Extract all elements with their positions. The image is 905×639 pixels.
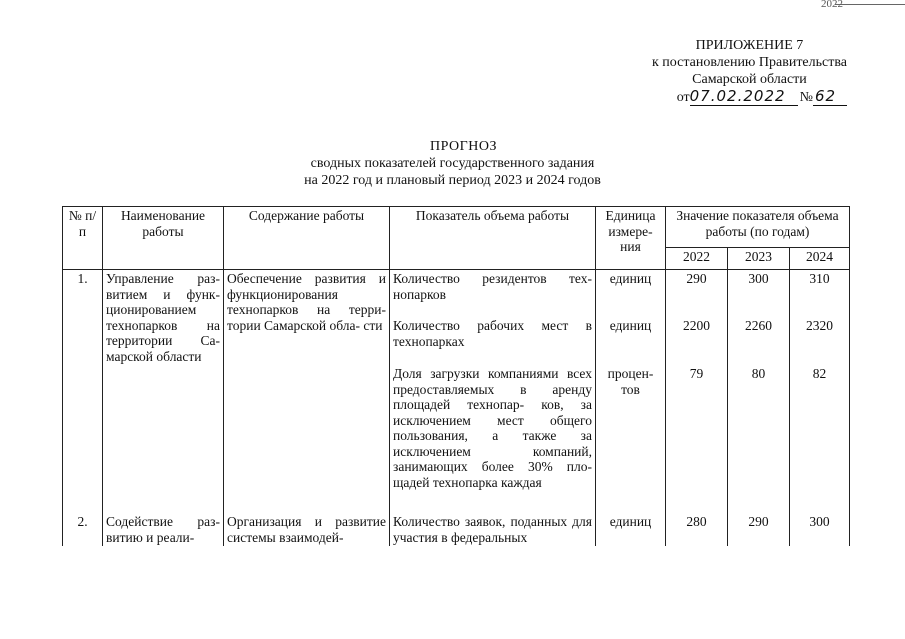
appendix-line-3: Самарской области: [692, 72, 807, 87]
indicator-text: Количество заявок, поданных для участия в федеральных: [390, 513, 596, 546]
col-header-name: Наименование работы: [103, 207, 224, 270]
col-header-num: № п/п: [63, 207, 103, 270]
value-2024: 2320: [790, 317, 850, 365]
appendix-header: [652, 37, 847, 106]
indicator-text: Количество рабочих мест в технопарках: [390, 317, 596, 365]
value-2024: 82: [790, 365, 850, 513]
year-2023: 2023: [728, 247, 790, 269]
value-2023: 80: [728, 365, 790, 513]
value-2023: 300: [728, 270, 790, 318]
title-line-3: на 2022 год и плановый период 2023 и 2024 годов: [304, 173, 601, 188]
table-row: [63, 270, 850, 318]
table-row: [63, 513, 850, 546]
corner-mark: 2022: [821, 0, 843, 10]
value-2022: 2200: [666, 317, 728, 365]
header-row: [63, 207, 850, 248]
indicator-unit: единиц: [596, 513, 666, 546]
value-2023: 290: [728, 513, 790, 546]
indicator-unit: единиц: [596, 270, 666, 318]
indicator-text: Количество резидентов тех- нопарков: [390, 270, 596, 318]
title-line-2: сводных показателей государственного задания: [310, 156, 595, 171]
title-main: ПРОГНОЗ: [429, 139, 497, 154]
number-prefix: №: [799, 90, 813, 105]
indicator-text: Доля загрузки компаниями всех предоставляемых в аренду площадей технопар- ков, за исключением мест общего пользования, а также за исключением компаний, занимающих более 30% пло- щадей технопарка каждая: [390, 365, 596, 513]
corner-rule: [835, 4, 905, 5]
col-header-values: Значение показателя объема работы (по годам): [666, 207, 850, 248]
year-2022: 2022: [666, 247, 728, 269]
appendix-title: ПРИЛОЖЕНИЕ 7: [695, 38, 804, 53]
row-num: 2.: [63, 513, 103, 546]
row-work-name: Содействие раз- витию и реали-: [103, 513, 224, 546]
value-2023: 2260: [728, 317, 790, 365]
indicator-unit: процен- тов: [596, 365, 666, 513]
row-work-name: Управление раз- витием и функ- ционированием технопарков на территории Са- марской области: [103, 270, 224, 514]
decree-date-line: [652, 88, 847, 106]
document-title: [0, 138, 905, 189]
decree-number: 62: [813, 88, 847, 106]
date-prefix: от: [676, 90, 690, 105]
col-header-indicator: Показатель объема работы: [390, 207, 596, 270]
row-work-content: Организация и развитие системы взаимодей-: [224, 513, 390, 546]
year-2024: 2024: [790, 247, 850, 269]
value-2024: 310: [790, 270, 850, 318]
row-work-content: Обеспечение развития и функционирования технопарков на терри- тории Самарской обла- сти: [224, 270, 390, 514]
value-2022: 290: [666, 270, 728, 318]
col-header-unit: Единица измере- ния: [596, 207, 666, 270]
indicator-unit: единиц: [596, 317, 666, 365]
col-header-content: Содержание работы: [224, 207, 390, 270]
value-2024: 300: [790, 513, 850, 546]
forecast-table: [62, 206, 850, 546]
value-2022: 280: [666, 513, 728, 546]
decree-date: 07.02.2022: [690, 88, 798, 106]
appendix-line-2: к постановлению Правительства: [651, 55, 847, 70]
row-num: 1.: [63, 270, 103, 514]
value-2022: 79: [666, 365, 728, 513]
